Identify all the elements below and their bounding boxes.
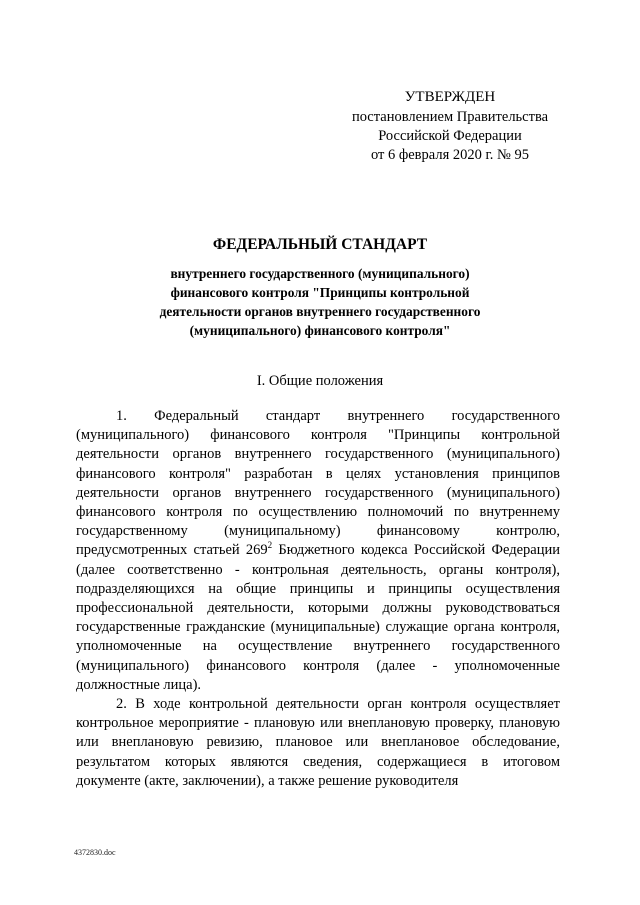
paragraph-1-text-a: 1. Федеральный стандарт внутреннего государственного (муниципального) финансового контроля "Принципы контрольной деятельности органов внутреннего государственного (муниципального) финансового контроля" разработан в целях установления принципов деятельности органов внутреннего государственного (муниципального) финансового контроля по осуществлению полномочий по внутреннему государственному (муниципальному) финансовому контролю, предусмотренных статьей 269 [76, 408, 560, 559]
subtitle-line-2: финансового контроля "Принципы контрольной [170, 285, 470, 300]
section-heading: I. Общие положения [256, 373, 384, 389]
file-name-footer: 4372830.doc [74, 848, 116, 857]
document-subtitle [0, 264, 640, 340]
paragraph-2: 2. В ходе контрольной деятельности орган контроля осуществляет контрольное мероприятие - плановую или внеплановую проверку, плановую или внеплановую ревизию, плановое или внеплановое обследование, результатом которых являются сведения, содержащиеся в итоговом документе (акте, заключении), а также решение руководителя [76, 696, 560, 789]
paragraph-1-text-b: Бюджетного кодекса Российской Федерации (далее соответственно - контрольная деятельность, органы контроля), подразделяющихся на общие принципы и принципы осуществления профессиональной деятельности, которыми должны руководствоваться государственные гражданские (муниципальные) служащие органа контроля, уполномоченные на осуществление внутреннего государственного (муниципального) финансового контроля (далее - уполномоченные должностные лица). [76, 542, 560, 693]
approval-heading: УТВЕРЖДЕН [404, 89, 496, 105]
subtitle-line-1: внутреннего государственного (муниципального) [170, 266, 470, 281]
approval-line-2: Российской Федерации [378, 128, 522, 144]
document-body [76, 407, 560, 791]
document-title: ФЕДЕРАЛЬНЫЙ СТАНДАРТ [212, 236, 428, 253]
paragraph-1 [76, 407, 560, 695]
approval-stamp [330, 88, 570, 165]
approval-line-3: от 6 февраля 2020 г. № 95 [370, 147, 530, 163]
subtitle-line-4: (муниципального) финансового контроля" [189, 323, 451, 338]
approval-line-1: постановлением Правительства [351, 109, 549, 125]
subtitle-line-3: деятельности органов внутреннего государственного [159, 304, 481, 319]
paragraph-1-superscript: 2 [267, 540, 273, 551]
